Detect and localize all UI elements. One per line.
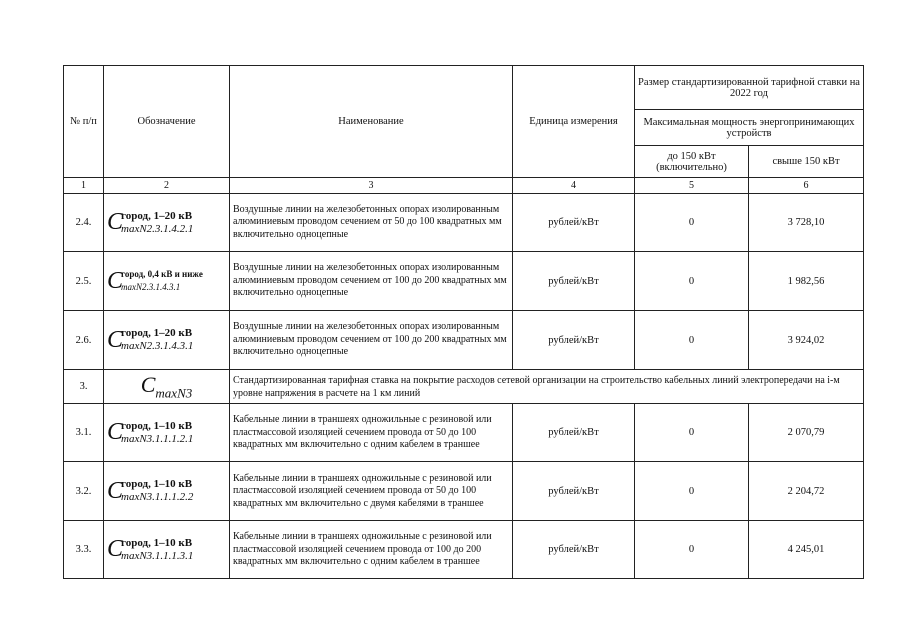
header-subgroup-title: Максимальная мощность энергопринимающих устройств <box>635 110 864 146</box>
row-value-over-150kw: 3 924,02 <box>749 311 864 370</box>
row-name: Кабельные линии в траншеях одножильные с резиновой или пластмассовой изоляцией сечением провода от 50 до 100 квадратных мм включительно с одним кабелем в траншее <box>230 404 513 462</box>
table-row <box>64 311 864 370</box>
row-number: 2.6. <box>64 311 104 370</box>
row-value-over-150kw: 1 982,56 <box>749 252 864 311</box>
row-unit: рублей/кВт <box>513 252 635 311</box>
row-value-over-150kw: 4 245,01 <box>749 521 864 579</box>
header-group-title: Размер стандартизированной тарифной ставки на 2022 год <box>635 66 864 110</box>
column-number: 4 <box>513 178 635 194</box>
symbol-subscript: maxN3.1.1.1.3.1 <box>121 549 194 562</box>
symbol-superscript: город, 1–10 кВ <box>121 536 193 549</box>
row-unit: рублей/кВт <box>513 521 635 579</box>
section-description: Стандартизированная тарифная ставка на покрытие расходов сетевой организации на строительство кабельных линий электропередачи на i-м уровне напряжения в расчете на 1 км линий <box>230 370 864 404</box>
row-designation <box>104 462 230 521</box>
row-number: 3.2. <box>64 462 104 521</box>
symbol-c: C <box>107 326 124 353</box>
row-designation <box>104 404 230 462</box>
table-row <box>64 194 864 252</box>
row-name: Воздушные линии на железобетонных опорах изолированным алюминиевым проводом сечением от 50 до 100 квадратных мм включительно одноцепные <box>230 194 513 252</box>
symbol-c: C <box>107 209 124 235</box>
symbol-superscript: город, 1–20 кВ <box>121 327 193 339</box>
row-value-up-to-150kw: 0 <box>635 194 749 252</box>
row-name: Воздушные линии на железобетонных опорах изолированным алюминиевым проводом сечением от 100 до 200 квадратных мм включительно одноцепные <box>230 252 513 311</box>
symbol-subscript: maxN3.1.1.1.2.1 <box>121 432 194 445</box>
column-number: 6 <box>749 178 864 194</box>
row-value-over-150kw: 3 728,10 <box>749 194 864 252</box>
row-designation <box>104 311 230 370</box>
row-designation <box>104 194 230 252</box>
row-number: 2.5. <box>64 252 104 311</box>
row-value-up-to-150kw: 0 <box>635 252 749 311</box>
table-section-row <box>64 370 864 404</box>
column-number: 5 <box>635 178 749 194</box>
table-row <box>64 404 864 462</box>
row-number: 3. <box>64 370 104 404</box>
header-name: Наименование <box>230 66 513 178</box>
row-designation <box>104 370 230 404</box>
table-row <box>64 252 864 311</box>
column-number: 3 <box>230 178 513 194</box>
row-value-over-150kw: 2 070,79 <box>749 404 864 462</box>
column-number: 2 <box>104 178 230 194</box>
row-designation <box>104 252 230 311</box>
column-number: 1 <box>64 178 104 194</box>
symbol-c: C <box>140 372 156 397</box>
symbol-superscript: город, 1–20 кВ <box>121 209 193 222</box>
symbol-subscript: maxN2.3.1.4.3.1 <box>121 340 194 352</box>
symbol-c: C <box>107 267 124 294</box>
row-number: 2.4. <box>64 194 104 252</box>
row-name: Воздушные линии на железобетонных опорах изолированным алюминиевым проводом сечением от 100 до 200 квадратных мм включительно одноцепные <box>230 311 513 370</box>
symbol-superscript: город, 1–10 кВ <box>121 478 193 491</box>
symbol-superscript: город, 0,4 кВ и ниже <box>121 269 203 279</box>
symbol-c: C <box>107 419 124 446</box>
tariff-table <box>63 65 864 579</box>
row-value-up-to-150kw: 0 <box>635 521 749 579</box>
header-number: № п/п <box>64 66 104 178</box>
row-value-up-to-150kw: 0 <box>635 462 749 521</box>
header-unit: Единица измерения <box>513 66 635 178</box>
header-over-150kw: свыше 150 кВт <box>749 146 864 178</box>
symbol-subscript: maxN3.1.1.1.2.2 <box>121 491 194 504</box>
row-unit: рублей/кВт <box>513 462 635 521</box>
row-number: 3.1. <box>64 404 104 462</box>
row-name: Кабельные линии в траншеях одножильные с резиновой или пластмассовой изоляцией сечением провода от 100 до 200 квадратных мм включительно с одним кабелем в траншее <box>230 521 513 579</box>
column-numbers-row <box>64 178 864 194</box>
symbol-subscript: maxN2.3.1.4.3.1 <box>121 282 181 292</box>
row-unit: рублей/кВт <box>513 194 635 252</box>
table-row <box>64 462 864 521</box>
symbol-subscript: maxN3 <box>155 385 193 401</box>
symbol-c: C <box>107 536 124 563</box>
symbol-subscript: maxN2.3.1.4.2.1 <box>121 222 194 235</box>
row-value-up-to-150kw: 0 <box>635 404 749 462</box>
header-up-to-150kw: до 150 кВт (включительно) <box>635 146 749 178</box>
row-name: Кабельные линии в траншеях одножильные с резиновой или пластмассовой изоляцией сечением провода от 50 до 100 квадратных мм включительно с двумя кабелями в траншее <box>230 462 513 521</box>
header-designation: Обозначение <box>104 66 230 178</box>
row-value-over-150kw: 2 204,72 <box>749 462 864 521</box>
row-unit: рублей/кВт <box>513 311 635 370</box>
row-value-up-to-150kw: 0 <box>635 311 749 370</box>
table-row <box>64 521 864 579</box>
row-unit: рублей/кВт <box>513 404 635 462</box>
row-number: 3.3. <box>64 521 104 579</box>
symbol-c: C <box>107 477 124 504</box>
symbol-superscript: город, 1–10 кВ <box>121 419 193 432</box>
row-designation <box>104 521 230 579</box>
